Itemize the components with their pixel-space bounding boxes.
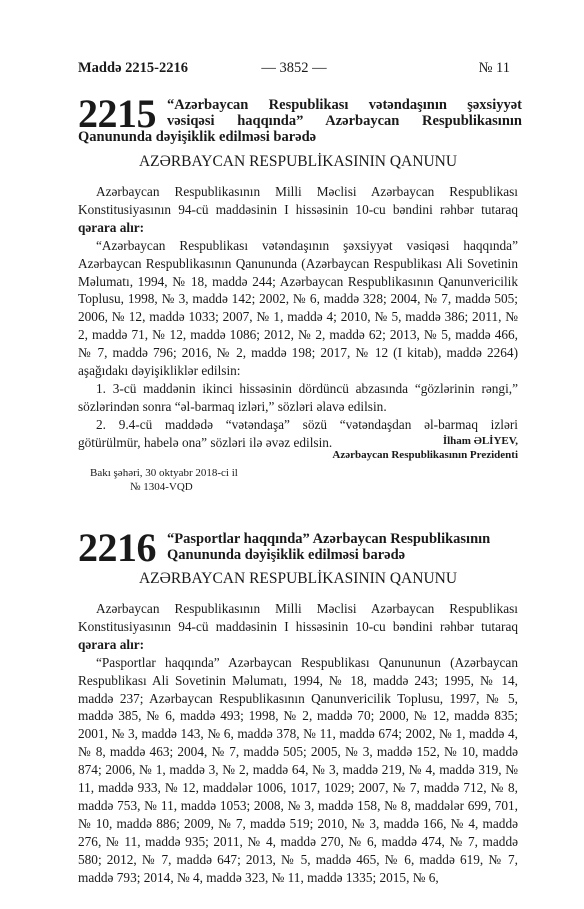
decides-label: qərara alır: [78, 219, 145, 235]
header-article-range: Maddə 2215-2216 [78, 60, 188, 76]
signer-name: İlham ƏLİYEV, [442, 435, 518, 447]
header-page-number: — 3852 — [261, 60, 327, 76]
law-2215-title-line2: Qanununda dəyişiklik edilməsi barədə [78, 129, 317, 145]
registration-number: № 1304-VQD [130, 481, 193, 493]
header-issue-number: № 11 [478, 60, 510, 76]
place-date: Bakı şəhəri, 30 oktyabr 2018-ci il [90, 467, 238, 479]
law-2215-paragraph: “Azərbaycan Respublikası vətəndaşının şəxsiyyət vəsiqəsi haqqında” Azərbaycan Respublikasının Qanununda (Azərbaycan Respublikası Ali Sovetinin Məlumatı, 1994, № 18, maddə 244; Azərbaycan Respublikasının Qanunvericilik Toplusu, 1998, № 3, maddə 142; 2002, № 6, maddə 328; 2004, № 7, maddə 505; 2006, № 12, maddə 1033; 2007, № 1, maddə 4; 2010, № 5, maddə 386; 2011, № 2, maddə 71, № 12, maddə 1086; 2012, № 2, maddə 62; 2013, № 5, maddə 466, № 7, maddə 796; 2016, № 2, maddə 198; 2017, № 12 (I kitab), maddə 2264) aşağıdakı dəyişikliklər edilsin: [78, 237, 518, 379]
law-2215-body [78, 183, 518, 452]
law-2215-title-line1: “Azərbaycan Respublikası vətəndaşının şəxsiyyət vəsiqəsi haqqında” Azərbaycan Respublikasının [167, 97, 522, 129]
law-2216-title-line1: “Pasportlar haqqında” Azərbaycan Respublikasının [167, 531, 491, 547]
law-2216-heading [78, 525, 518, 571]
law-2216-preamble: Azərbaycan Respublikasının Milli Məclisi Azərbaycan Respublikası Konstitusiyasının 94-cü maddəsinin I hissəsinin 10-cu bəndini rəhbər tutaraq qərara alır: [78, 601, 518, 652]
law-2215-number: 2215 [78, 91, 156, 136]
law-2215-item-1: 1. 3-cü maddənin ikinci hissəsinin dördüncü abzasında “gözlərinin rəngi,” sözlərindən sonra “əl-barmaq izləri,” sözləri əlavə edilsin. [78, 380, 518, 414]
running-header [78, 60, 510, 80]
place-date-block [90, 466, 238, 494]
law-2216-number: 2216 [78, 525, 156, 570]
law-2216-subtitle: AZƏRBAYCAN RESPUBLİKASININ QANUNU [138, 570, 458, 587]
law-2215-preamble: Azərbaycan Respublikasının Milli Məclisi Azərbaycan Respublikası Konstitusiyasının 94-cü maddəsinin I hissəsinin 10-cu bəndini rəhbər tutaraq qərara alır: [78, 184, 518, 235]
signature-block [332, 434, 518, 462]
decides-label: qərara alır: [78, 636, 145, 652]
law-2216-paragraph: “Pasportlar haqqında” Azərbaycan Respublikası Qanununun (Azərbaycan Respublikası Ali Sovetinin Məlumatı, 1994, № 18, maddə 243; 1995, № 14, maddə 237; Azərbaycan Respublikasının Qanunvericilik Toplusu, 1997, № 5, maddə 385, № 6, maddə 493; 1998, № 2, maddə 70; 2000, № 12, maddə 835; 2001, № 3, maddə 143, № 6, maddə 378, № 11, maddə 674; 2002, № 1, maddə 4, № 8, maddə 463; 2004, № 7, maddə 505; 2005, № 3, maddə 152, № 10, maddə 874; 2006, № 1, maddə 3, № 2, maddə 64, № 3, maddə 219, № 4, maddə 319, № 11, maddə 933, № 12, maddələr 1006, 1017, 1029; 2007, № 7, maddə 712, № 8, maddə 753, № 11, maddə 1053; 2008, № 3, maddə 158, № 8, maddələr 699, 701, № 10, maddə 886; 2009, № 7, maddə 519; 2010, № 3, maddə 166, № 4, maddə 276, № 11, maddə 935; 2011, № 4, maddə 270, № 6, maddə 474, № 7, maddə 580; 2012, № 7, maddə 647; 2013, № 5, maddə 465, № 6, maddə 619, № 7, maddə 793; 2014, № 4, maddə 323, № 11, maddə 1335; 2015, № 6, [78, 654, 518, 885]
law-2215-heading [78, 91, 522, 147]
law-2215-item-2: 2. 9.4-cü maddədə “vətəndaşa” sözü “vətəndaşdan əl-barmaq izləri götürülmür, habelə ona” sözləri ilə əvəz edilsin. [78, 416, 518, 450]
law-2215-subtitle: AZƏRBAYCAN RESPUBLİKASININ QANUNU [138, 153, 458, 170]
signer-title: Azərbaycan Respublikasının Prezidenti [332, 449, 518, 461]
law-2216-body [78, 600, 518, 887]
law-2216-title-line2: Qanununda dəyişiklik edilməsi barədə [167, 547, 406, 563]
